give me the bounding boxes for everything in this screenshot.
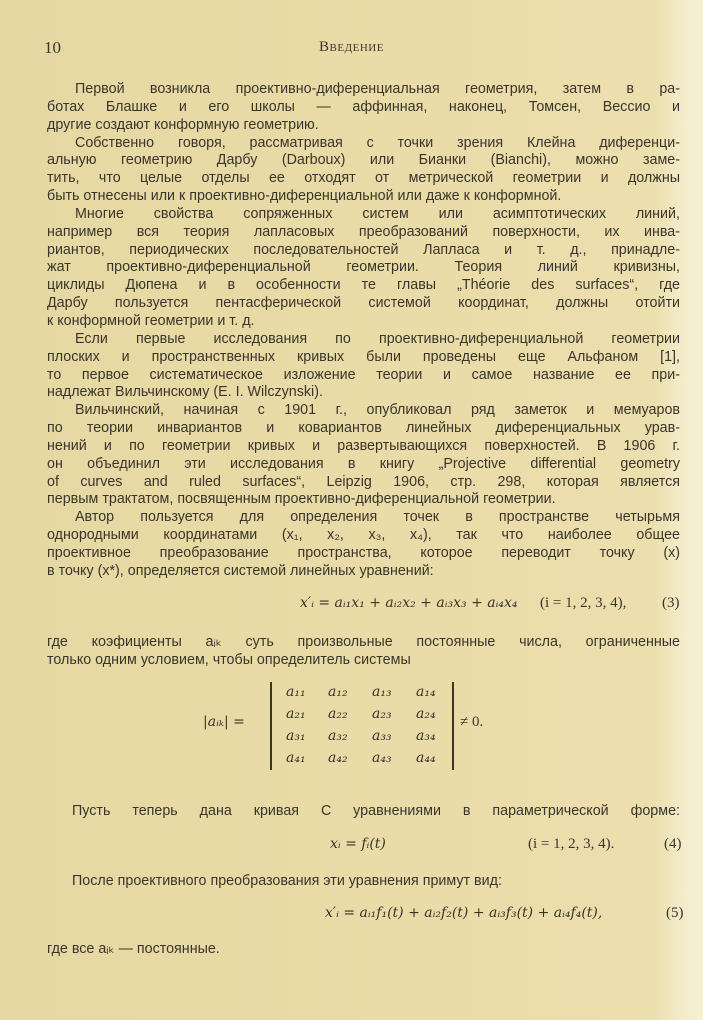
text-line: то первое систематическое изложение теории и самое название ее при- xyxy=(47,366,680,383)
determinant-entry: a₄₃ xyxy=(372,750,392,766)
determinant-entry: a₁₂ xyxy=(328,684,348,700)
text-line: например вся теория лапласовых преобразований поверхности, их инва- xyxy=(47,223,680,240)
equation-4-range: (i = 1, 2, 3, 4). xyxy=(528,836,615,852)
equation-3-range: (i = 1, 2, 3, 4), xyxy=(540,595,627,611)
text-line: риантов, периодических последовательностей Лапласа и т. д., принадле- xyxy=(47,241,680,258)
text-line: Дарбу пользуется пентасферической системой координат, должны отойти xyxy=(47,295,680,312)
determinant-entry: a₂₁ xyxy=(286,706,306,722)
text-line: Собственно говоря, рассматривая с точки зрения Клейна диференци- xyxy=(75,134,680,151)
text-line: Вильчинский, начиная с 1901 г., опубликовал ряд заметок и мемуаров xyxy=(75,402,680,419)
determinant-lhs: |aᵢₖ| = xyxy=(203,714,245,730)
equation-4: xᵢ = fᵢ(t) xyxy=(330,836,386,852)
running-head: Введение xyxy=(319,39,384,55)
text-line: только одним условием, чтобы определитель системы xyxy=(47,652,411,668)
determinant-entry: a₂₃ xyxy=(372,706,392,722)
determinant-entry: a₄₁ xyxy=(286,750,306,766)
determinant-entry: a₃₂ xyxy=(328,728,348,744)
determinant-entry: a₃₁ xyxy=(286,728,306,744)
text-line: Многие свойства сопряженных систем или асимптотических линий, xyxy=(75,205,680,222)
body-text xyxy=(47,81,680,581)
determinant-left-bar xyxy=(270,682,272,770)
determinant-entry: a₁₁ xyxy=(286,684,306,700)
determinant-entry: a₁₄ xyxy=(416,684,436,700)
text-line: Первой возникла проективно-диференциальная геометрия, затем в ра- xyxy=(75,81,680,97)
determinant-entry: a₂₄ xyxy=(416,706,436,722)
determinant-entry: a₄₄ xyxy=(416,750,436,766)
curve-intro: Пусть теперь дана кривая C уравнениями в параметрической форме: xyxy=(72,803,680,819)
determinant-rhs: ≠ 0. xyxy=(460,714,484,730)
text-line: по теории инвариантов и ковариантов линейных диференциальных урав- xyxy=(47,420,680,437)
text-line: другие создают конформную геометрию. xyxy=(47,116,319,133)
text-line: к конформной геометрии и т. д. xyxy=(47,312,255,329)
equation-5-label: (5) xyxy=(666,905,684,921)
closing-line: где все aᵢₖ — постоянные. xyxy=(47,941,220,957)
text-line: Если первые исследования по проективно-диференциальной геометрии xyxy=(75,330,680,347)
text-line: проективное преобразование пространства, которое переводит точку (x) xyxy=(47,544,680,561)
text-line: of curves and ruled surfaces“, Leipzig 1906, стр. 298, которая является xyxy=(47,473,680,490)
equation-4-label: (4) xyxy=(664,836,682,852)
after-transform: После проективного преобразования эти уравнения примут вид: xyxy=(72,873,502,889)
text-line: однородными координатами (x₁, x₂, x₃, x₄), так что наиболее общее xyxy=(47,527,680,544)
determinant-entry: a₃₃ xyxy=(372,728,392,744)
text-line: где коэфициенты aᵢₖ суть произвольные постоянные числа, ограниченные xyxy=(47,634,680,650)
determinant-entry: a₃₄ xyxy=(416,728,436,744)
equation-3: x′ᵢ = aᵢ₁x₁ + aᵢ₂x₂ + aᵢ₃x₃ + aᵢ₄x₄ xyxy=(300,595,518,611)
text-line: альную геометрию Дарбу (Darboux) или Бианки (Bianchi), можно заме- xyxy=(47,152,680,169)
page-number: 10 xyxy=(44,38,61,57)
text-line: циклиды Дюпена и в особенности те главы „Théorie des surfaces“, где xyxy=(47,277,680,294)
text-line: нений и по геометрии кривых и развертывающихся поверхностей. В 1906 г. xyxy=(47,437,680,454)
text-line: он объединил эти исследования в книгу „Projective differential geometry xyxy=(47,455,680,472)
determinant-entry: a₁₃ xyxy=(372,684,392,700)
equation-5: x′ᵢ = aᵢ₁f₁(t) + aᵢ₂f₂(t) + aᵢ₃f₃(t) + aᵢ₄f₄(t), xyxy=(325,905,603,921)
text-line: ботах Блашке и его школы — аффинная, наконец, Томсен, Вессио и xyxy=(47,98,680,115)
text-line: быть отнесены или к проективно-диференциальной или даже к конформной. xyxy=(47,188,562,205)
text-line: Автор пользуется для определения точек в пространстве четырьмя xyxy=(75,509,680,526)
determinant-entry: a₄₂ xyxy=(328,750,348,766)
text-line: в точку (x*), определяется системой линейных уравнений: xyxy=(47,562,434,579)
text-line: тить, что целые отделы ее отходят от метрической геометрии и должны xyxy=(47,170,680,187)
text-line: плоских и пространственных кривых были проведены еще Альфаном [1], xyxy=(47,348,680,365)
text-line: надлежат Вильчинскому (E. I. Wilczynski). xyxy=(47,384,323,401)
text-line: первым трактатом, посвященным проективно-диференциальной геометрии. xyxy=(47,491,556,508)
equation-3-label: (3) xyxy=(662,595,680,611)
determinant-entry: a₂₂ xyxy=(328,706,348,722)
text-line: жат проективно-диференциальной геометрии. Теория линий кривизны, xyxy=(47,259,680,276)
